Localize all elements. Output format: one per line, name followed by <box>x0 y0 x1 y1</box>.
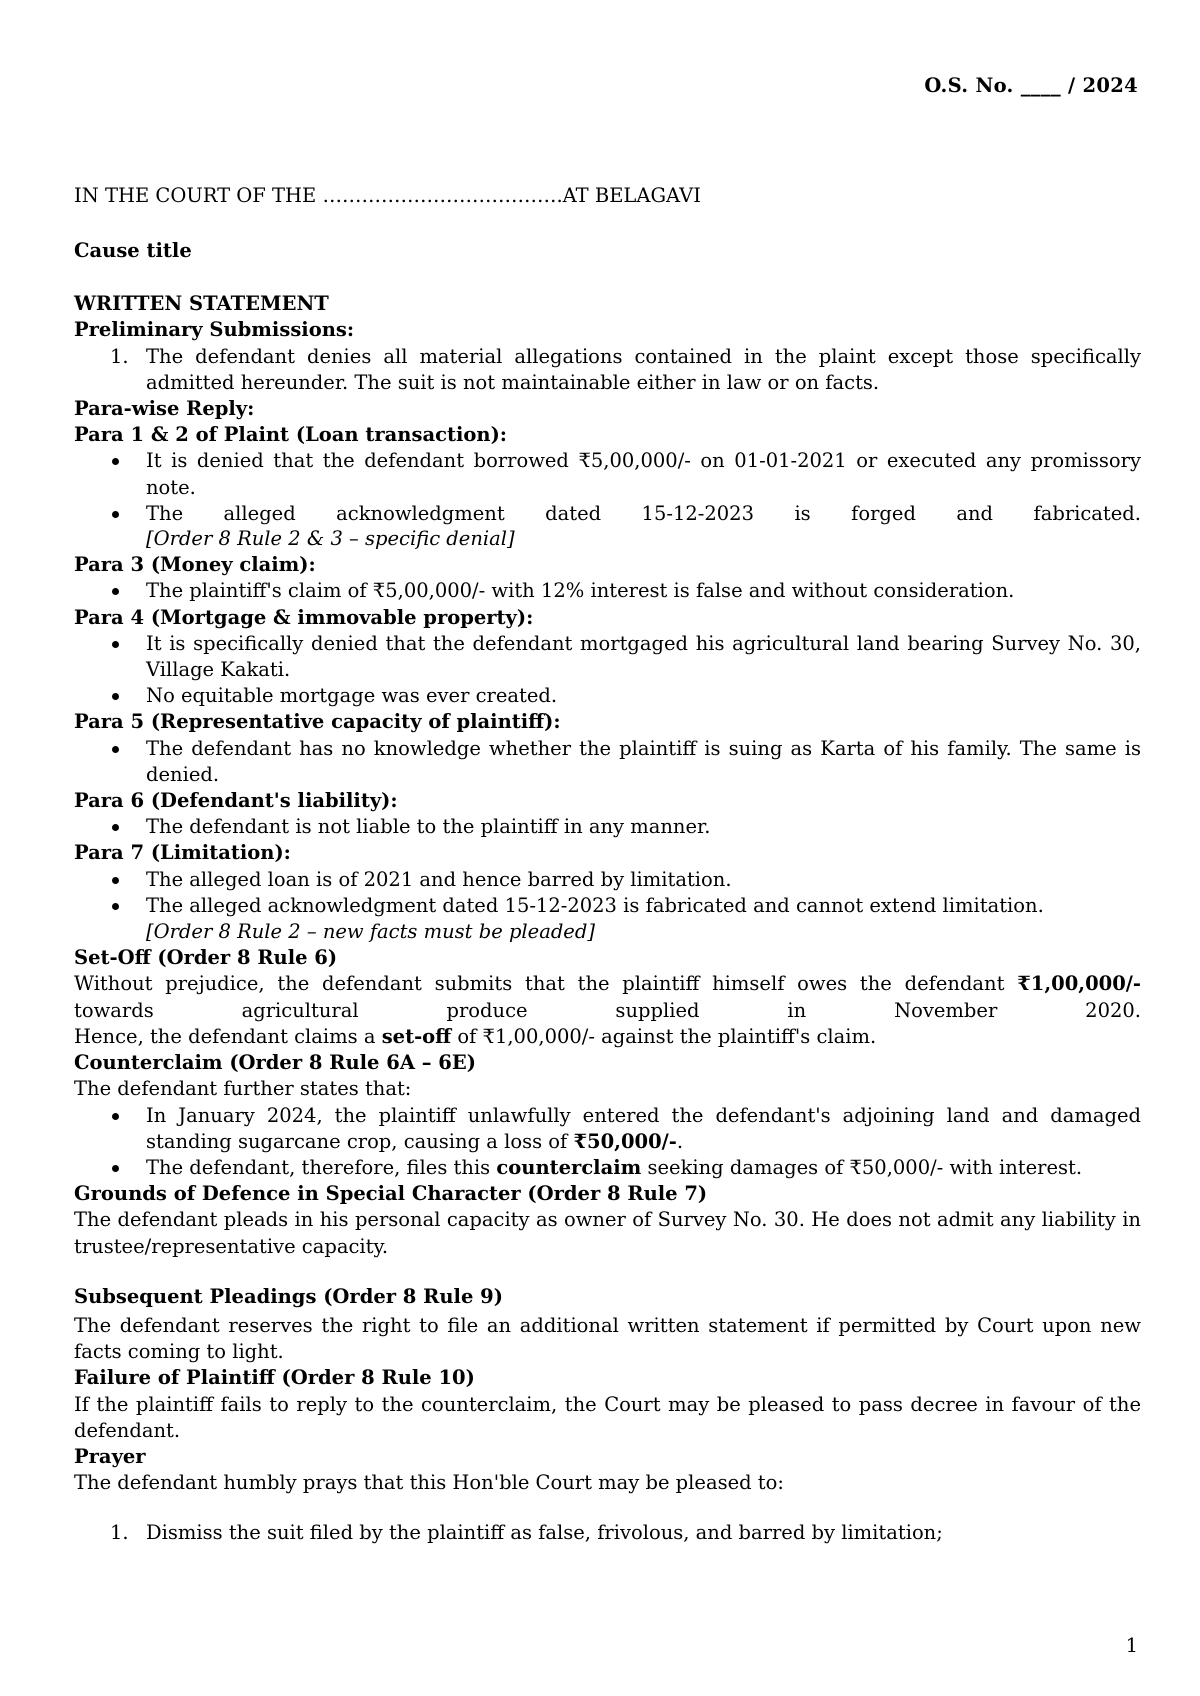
bullet-text: It is denied that the defendant borrowed ₹5,00,000/- on 01-01-2021 or executed any promissory note. <box>146 449 1141 499</box>
bullet-icon <box>112 824 119 831</box>
subsequent-heading: Subsequent Pleadings (Order 8 Rule 9) <box>74 1284 503 1308</box>
bullet-item <box>74 578 1141 604</box>
bullet-text: No equitable mortgage was ever created. <box>146 684 558 708</box>
list-marker: 1. <box>110 344 129 368</box>
list-item-text: The defendant denies all material allegations contained in the plaint except those specifically admitted hereunder. The suit is not maintainable either in law or on facts. <box>146 344 1141 394</box>
bullet-text: seeking damages of ₹50,000/- with interest. <box>641 1155 1083 1179</box>
list-item <box>74 1520 1141 1546</box>
subsequent-text: The defendant reserves the right to file an additional written statement if permitted by Court upon new facts coming to light. <box>74 1313 1141 1364</box>
special-character-text: The defendant pleads in his personal capacity as owner of Survey No. 30. He does not admit any liability in trustee/representative capacity. <box>74 1208 1141 1258</box>
bullet-item <box>74 683 1141 709</box>
parawise-heading: Para-wise Reply: <box>74 397 255 421</box>
bullet-item <box>74 1103 1141 1155</box>
rule-note: [Order 8 Rule 2 & 3 – specific denial] <box>146 527 515 551</box>
para-bullets <box>74 736 1141 788</box>
bullet-icon <box>112 511 119 518</box>
setoff-amount: ₹1,00,000/- <box>1017 972 1141 996</box>
bullet-note <box>74 919 1141 945</box>
prayer-heading: Prayer <box>74 1444 146 1468</box>
para-heading: Para 1 & 2 of Plaint (Loan transaction): <box>74 423 507 447</box>
case-number: O.S. No. ____ / 2024 <box>924 74 1138 97</box>
setoff-paragraph <box>74 971 1141 1023</box>
list-item <box>74 344 1141 396</box>
preliminary-list <box>74 344 1141 396</box>
counterclaim-term: counterclaim <box>496 1155 642 1179</box>
bullet-item <box>74 893 1141 919</box>
para-heading: Para 6 (Defendant's liability): <box>74 789 398 813</box>
bullet-item <box>74 631 1141 683</box>
setoff-heading: Set-Off (Order 8 Rule 6) <box>74 946 338 970</box>
para-heading: Para 7 (Limitation): <box>74 841 291 865</box>
bullet-icon <box>112 1165 119 1172</box>
para-bullets <box>74 631 1141 710</box>
bullet-icon <box>112 903 119 910</box>
document-body <box>74 238 1141 1547</box>
court-line: IN THE COURT OF THE ……………………………….AT BELAGAVI <box>74 184 701 207</box>
page-number: 1 <box>1125 1634 1138 1657</box>
rule-note: [Order 8 Rule 2 – new facts must be pleaded] <box>146 920 595 944</box>
bullet-icon <box>112 877 119 884</box>
bullet-item <box>74 448 1141 500</box>
bullet-item <box>74 814 1141 840</box>
bullet-icon <box>112 746 119 753</box>
para-bullets <box>74 578 1141 604</box>
bullet-text: The plaintiff's claim of ₹5,00,000/- with 12% interest is false and without consideration. <box>146 579 1015 603</box>
bullet-text: The alleged loan is of 2021 and hence barred by limitation. <box>146 867 732 891</box>
failure-text: If the plaintiff fails to reply to the counterclaim, the Court may be pleased to pass decree in favour of the defendant. <box>74 1392 1141 1442</box>
setoff-text: towards agricultural produce supplied in November 2020. <box>74 998 1141 1022</box>
bullet-text: The alleged acknowledgment dated 15-12-2023 is fabricated and cannot extend limitation. <box>146 893 1044 917</box>
counterclaim-heading: Counterclaim (Order 8 Rule 6A – 6E) <box>74 1051 476 1075</box>
bullet-text: The defendant is not liable to the plaintiff in any manner. <box>146 815 711 839</box>
prayer-intro: The defendant humbly prays that this Hon'ble Court may be pleased to: <box>74 1471 784 1495</box>
para-heading: Para 4 (Mortgage & immovable property): <box>74 605 534 629</box>
setoff-text: Without prejudice, the defendant submits that the plaintiff himself owes the defendant <box>74 972 1018 996</box>
bullet-text: The alleged acknowledgment dated 15-12-2023 is forged and fabricated. <box>146 501 1141 525</box>
para-heading: Para 3 (Money claim): <box>74 553 316 577</box>
preliminary-heading: Preliminary Submissions: <box>74 318 355 342</box>
document-title: WRITTEN STATEMENT <box>74 292 329 316</box>
bullet-text: . <box>676 1129 684 1153</box>
bullet-icon <box>112 693 119 700</box>
bullet-item <box>74 736 1141 788</box>
list-marker: 1. <box>110 1521 129 1545</box>
setoff-text: Hence, the defendant claims a <box>74 1024 382 1048</box>
bullet-text: The defendant has no knowledge whether the plaintiff is suing as Karta of his family. The same is denied. <box>146 736 1141 786</box>
bullet-text: In January 2024, the plaintiff unlawfully entered the defendant's adjoining land and damaged standing sugarcane crop, causing a loss of <box>146 1103 1141 1153</box>
para-bullets <box>74 448 1141 552</box>
para-bullets <box>74 867 1141 946</box>
special-character-heading: Grounds of Defence in Special Character (Order 8 Rule 7) <box>74 1182 708 1206</box>
failure-heading: Failure of Plaintiff (Order 8 Rule 10) <box>74 1366 475 1390</box>
counterclaim-bullets <box>74 1103 1141 1182</box>
bullet-item <box>74 1155 1141 1181</box>
setoff-term: set-off <box>381 1024 452 1048</box>
bullet-note <box>74 526 1141 552</box>
bullet-text: The defendant, therefore, files this <box>146 1155 497 1179</box>
counterclaim-amount: ₹50,000/- <box>573 1129 677 1153</box>
bullet-text: It is specifically denied that the defendant mortgaged his agricultural land bearing Survey No. 30, Village Kakati. <box>146 631 1141 682</box>
prayer-list <box>74 1520 1141 1546</box>
bullet-icon <box>112 641 119 648</box>
para-bullets <box>74 814 1141 840</box>
setoff-text: of ₹1,00,000/- against the plaintiff's claim. <box>451 1024 877 1048</box>
para-heading: Para 5 (Representative capacity of plaintiff): <box>74 710 561 734</box>
setoff-claim <box>74 1024 1141 1050</box>
bullet-item <box>74 501 1141 527</box>
bullet-icon <box>112 588 119 595</box>
bullet-item <box>74 867 1141 893</box>
cause-title: Cause title <box>74 239 192 262</box>
bullet-icon <box>112 458 119 465</box>
counterclaim-intro: The defendant further states that: <box>74 1077 412 1101</box>
bullet-icon <box>112 1113 119 1120</box>
list-item-text: Dismiss the suit filed by the plaintiff as false, frivolous, and barred by limitation; <box>146 1521 943 1545</box>
